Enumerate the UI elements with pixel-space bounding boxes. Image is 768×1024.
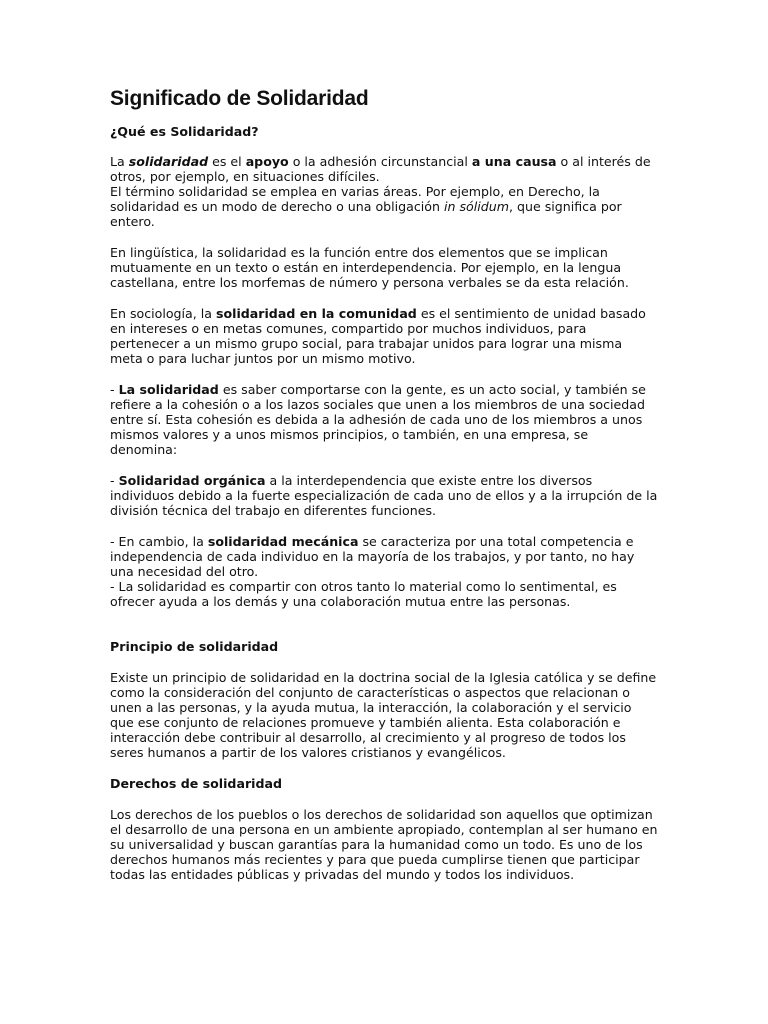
paragraph-solidaridad-mecanica: - En cambio, la solidaridad mecánica se caracteriza por una total competencia e independencia de cada individuo en la mayoría de los trabajos, y por tanto, no hay una necesidad del otro. xyxy=(110,534,635,579)
section-heading-derechos: Derechos de solidaridad xyxy=(110,776,283,791)
paragraph-sociologia: En sociología, la solidaridad en la comunidad es el sentimiento de unidad basado en intereses o en metas comunes, compartido por muchos individuos, para pertenecer a un mismo grupo social, para trabajar unidos para lograr una misma meta o para luchar juntos por un mismo motivo. xyxy=(110,306,646,366)
paragraph-compartir: - La solidaridad es compartir con otros tanto lo material como lo sentimental, es ofrecer ayuda a los demás y una colaboración mutua entre las personas. xyxy=(110,579,617,609)
section-heading-que-es: ¿Qué es Solidaridad? xyxy=(110,124,259,139)
document-page xyxy=(110,86,658,882)
paragraph-solidaridad-organica: - Solidaridad orgánica a la interdependencia que existe entre los diversos individuos debido a la fuerte especialización de cada uno de ellos y a la irrupción de la división técnica del trabajo en diferentes funciones. xyxy=(110,473,658,518)
paragraph-linguistica: En lingüística, la solidaridad es la función entre dos elementos que se implican mutuamente en un texto o están en interdependencia. Por ejemplo, en la lengua castellana, entre los morfemas de número y persona verbales se da esta relación. xyxy=(110,245,629,290)
section-heading-principio: Principio de solidaridad xyxy=(110,639,279,654)
document-title: Significado de Solidaridad xyxy=(110,87,369,110)
paragraph-la-solidaridad: - La solidaridad es saber comportarse con la gente, es un acto social, y también se refiere a la cohesión o a los lazos sociales que unen a los miembros de una sociedad entre sí. Esta cohesión es debida a la adhesión de cada uno de los miembros a unos mismos valores y a unos mismos principios, o también, en una empresa, se denomina: xyxy=(110,382,646,457)
paragraph-derecho: El término solidaridad se emplea en varias áreas. Por ejemplo, en Derecho, la solidaridad es un modo de derecho o una obligación in sólidum, que significa por entero. xyxy=(110,184,622,229)
paragraph-definition: La solidaridad es el apoyo o la adhesión circunstancial a una causa o al interés de otros, por ejemplo, en situaciones difíciles. xyxy=(110,154,651,184)
paragraph-derechos: Los derechos de los pueblos o los derechos de solidaridad son aquellos que optimizan el desarrollo de una persona en un ambiente apropiado, contemplan al ser humano en su universalidad y buscan garantías para la humanidad como un todo. Es uno de los derechos humanos más recientes y para que pueda cumplirse tienen que participar todas las entidades públicas y privadas del mundo y todos los individuos. xyxy=(110,807,658,882)
paragraph-principio: Existe un principio de solidaridad en la doctrina social de la Iglesia católica y se define como la consideración del conjunto de características o aspectos que relacionan o unen a las personas, y la ayuda mutua, la interacción, la colaboración y el servicio que ese conjunto de relaciones promueve y también alienta. Esta colaboración e interacción debe contribuir al desarrollo, al crecimiento y al progreso de todos los seres humanos a partir de los valores cristianos y evangélicos. xyxy=(110,670,657,760)
